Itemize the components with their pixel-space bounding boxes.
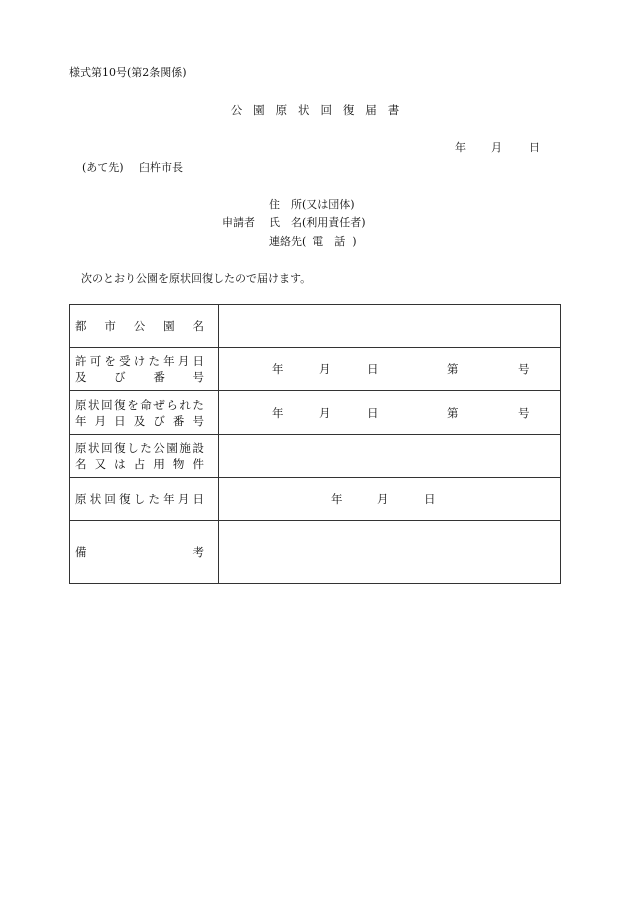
facility-label-line2-char: 用 [153,457,165,471]
restoration-date-label-char: 状 [89,492,102,506]
restoration-date-field[interactable] [219,478,561,521]
contact-phone-label: 電 話 [312,235,346,248]
permit-date-number-field[interactable] [219,348,561,391]
permit-label-line2-char: 番 [153,370,165,384]
permit-label-line1-char: 日 [192,354,204,368]
applicant-name-row [222,214,366,230]
restoration-date-label-cell [70,478,219,521]
facility-label-line1-char: た [140,441,152,455]
order-label-cell [70,391,219,435]
order-label-line1-char: 回 [101,397,113,412]
table-row-restored-facility [70,435,561,478]
order-number-prefix: 第 [447,405,459,420]
order-label-line2-char: び [153,413,165,428]
restoration-date-label-char: 年 [163,492,175,506]
facility-label-cell [70,435,219,478]
facility-label-line1-char: し [127,441,139,455]
permit-label-line1-char: 可 [89,354,102,368]
contact-label: 連絡先( [269,235,307,248]
restoration-date-label-char: 原 [75,492,87,506]
order-date-number-field[interactable] [219,391,561,435]
permit-label-line2-char: び [114,370,126,384]
table-row-permit [70,348,561,391]
park-name-label-char: 名 [192,319,204,333]
date-day-unit: 日 [529,141,540,154]
submission-date [455,139,540,155]
restoration-date-label-char: 復 [119,492,131,506]
addressee-prefix: (あて先) [82,161,124,174]
order-label-line1-char: 復 [114,397,126,412]
restoration-date-label-char: し [133,492,146,506]
permit-label-line1-char: 月 [177,354,190,368]
order-label-line1-char: ら [166,397,178,412]
park-name-field[interactable] [219,305,561,348]
facility-label-line1-char: 設 [192,441,204,455]
order-year-unit: 年 [272,405,284,420]
facility-label-line1-char: 園 [166,441,178,455]
permit-label-line1-char: を [104,354,116,368]
permit-label-line2 [75,369,204,385]
order-label-line2-char: 号 [192,413,204,428]
park-name-label-char: 市 [104,319,116,333]
permit-month-unit: 月 [319,362,331,376]
park-name-label-cell [70,305,219,348]
permit-label-line1-char: た [148,354,160,368]
remarks-label-left: 備 [75,545,87,559]
date-year-unit: 年 [455,141,466,154]
facility-label-line2-char: 物 [172,457,185,471]
remarks-field[interactable] [219,521,561,584]
order-label-line1 [75,397,204,413]
order-label-line2-char: 日 [114,413,126,428]
restoration-month-unit: 月 [377,492,389,506]
order-label-line2-char: 番 [172,413,185,428]
statement-text: 次のとおり公園を原状回復したので届けます。 [81,272,312,285]
facility-label-line1-char: 公 [153,441,165,455]
facility-label-line1-char: 施 [179,441,191,455]
order-label-line1-char: 状 [88,397,100,412]
facility-label-line2-char: 占 [133,457,146,471]
permit-label-line1 [75,353,204,369]
facility-label-line1-char: 復 [114,441,126,455]
table-row-restoration-order [70,391,561,435]
order-month-unit: 月 [319,405,331,420]
restoration-day-unit: 日 [424,492,436,506]
permit-number-suffix: 号 [518,362,530,376]
order-label-line1-char: ぜ [153,397,165,412]
table-row-restoration-date [70,478,561,521]
facility-label-line1-char: 原 [75,441,87,455]
order-label-line2 [75,413,204,429]
applicant-address-label: 住 所(又は団体) [269,198,355,211]
facility-label-line1-char: 回 [101,441,113,455]
remarks-label [75,544,204,560]
restoration-date-label-char: た [148,492,160,506]
permit-number-prefix: 第 [447,362,459,376]
facility-label-line1-char: 状 [88,441,100,455]
facility-field[interactable] [219,435,561,478]
order-label-line1-char: 命 [140,397,152,412]
permit-label-line2-char: 及 [75,370,87,384]
order-label-line1-char: を [127,397,139,412]
document-title [0,102,630,118]
order-label-line2-char: 年 [75,413,87,428]
park-name-label [75,318,204,334]
restoration-date-label-char: 月 [177,492,190,506]
table-row-remarks [70,521,561,584]
order-label-line2-char: 及 [133,413,146,428]
facility-label-line1 [75,440,204,456]
order-label-line2-char: 月 [94,413,107,428]
facility-label-line2-char: 件 [192,457,204,471]
applicant-role-label: 申請者 [222,216,255,229]
restoration-year-unit: 年 [331,492,343,506]
remarks-label-cell [70,521,219,584]
park-name-label-char: 公 [133,319,146,333]
date-month-unit: 月 [491,141,502,154]
facility-label-line2-char: 名 [75,457,87,471]
permit-label-line1-char: 年 [163,354,175,368]
facility-label-line2-char: は [114,457,126,471]
restoration-date-label [75,491,204,507]
restoration-date-label-char: 回 [104,492,116,506]
permit-label-line1-char: 受 [119,354,131,368]
order-label-line1-char: た [192,397,204,412]
addressee-name: 臼杵市長 [139,161,183,174]
order-label-line1-char: れ [179,397,191,412]
remarks-label-right: 考 [192,545,204,559]
permit-label-line1-char: 許 [75,354,87,368]
order-number-suffix: 号 [518,405,530,420]
document-title-text: 公園原状回復届書 [230,103,411,117]
park-name-label-char: 園 [163,319,175,333]
park-name-label-char: 都 [75,319,87,333]
facility-label-line2-char: 又 [94,457,107,471]
restoration-date-label-char: 日 [192,492,204,506]
contact-close: ) [352,235,357,248]
facility-label-line2 [75,456,204,472]
permit-label-cell [70,348,219,391]
order-label-line1-char: 原 [75,397,87,412]
applicant-contact-label [269,233,357,249]
table-row-park-name [70,305,561,348]
addressee [82,159,183,175]
permit-label-line2-char: 号 [192,370,204,384]
permit-year-unit: 年 [272,362,284,376]
form-number: 様式第10号(第2条関係) [69,66,187,79]
applicant-name-label: 氏 名(利用責任者) [269,216,366,229]
permit-label-line1-char: け [133,354,146,368]
permit-day-unit: 日 [367,362,379,376]
restoration-form-table [69,304,561,584]
order-day-unit: 日 [367,405,379,420]
